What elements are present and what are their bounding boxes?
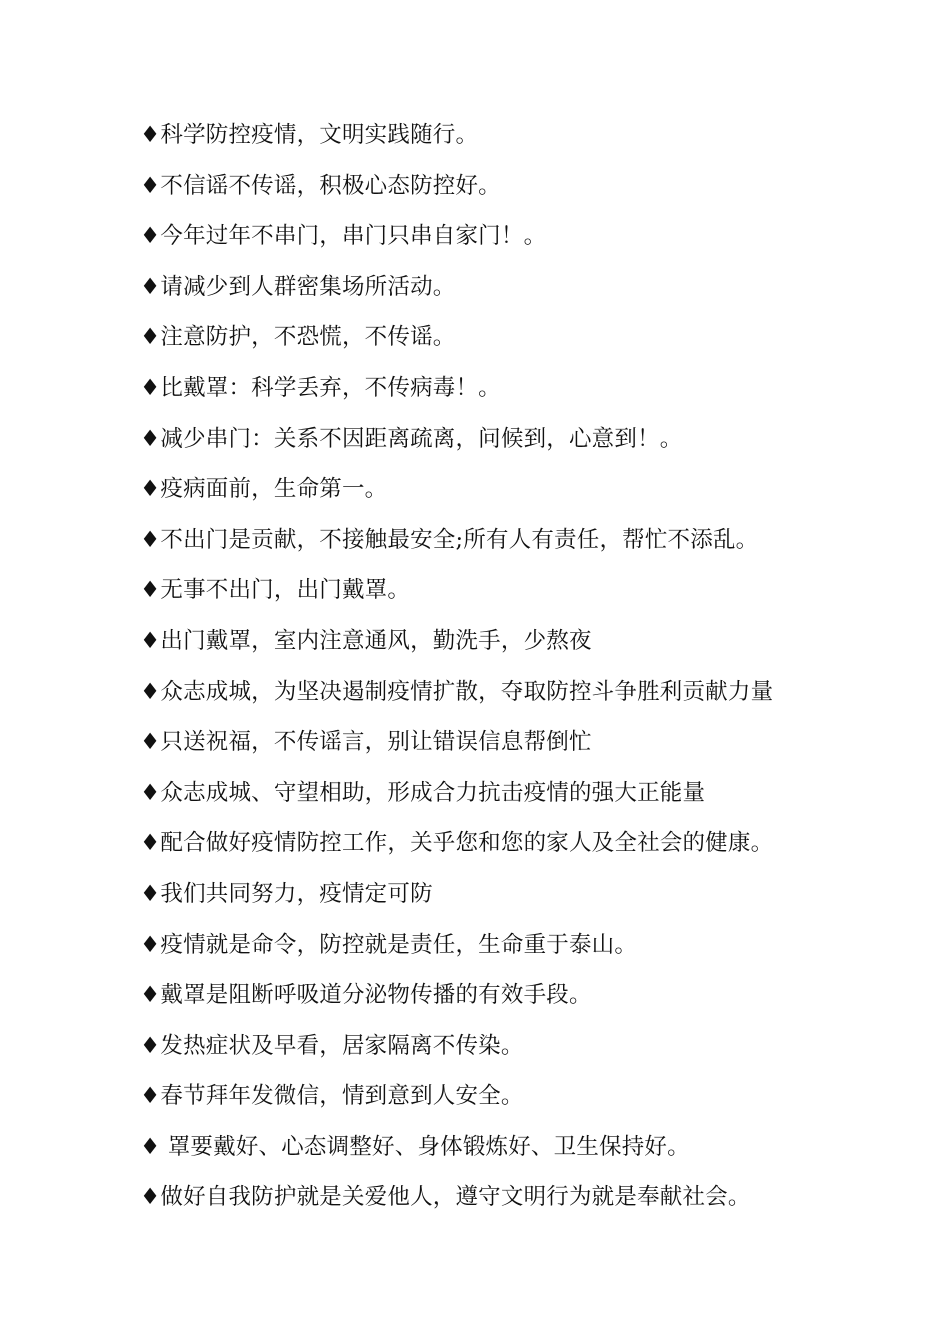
slogan-line: ♦做好自我防护就是关爱他人，遵守文明行为就是奉献社会。 (140, 1184, 751, 1211)
slogan-line: ♦请减少到人群密集场所活动。 (140, 273, 456, 300)
slogan-line: ♦减少串门：关系不因距离疏离，问候到，心意到！。 (140, 425, 683, 452)
slogan-line: ♦众志成城，为坚决遏制疫情扩散，夺取防控斗争胜利贡献力量 (140, 678, 774, 705)
slogan-line: ♦春节拜年发微信，情到意到人安全。 (140, 1083, 524, 1110)
slogan-line: ♦无事不出门，出门戴罩。 (140, 577, 411, 604)
slogan-line: ♦发热症状及早看，居家隔离不传染。 (140, 1032, 524, 1059)
slogan-line: ♦众志成城、守望相助，形成合力抗击疫情的强大正能量 (140, 779, 706, 806)
slogan-line: ♦今年过年不串门，串门只串自家门！。 (140, 223, 547, 250)
slogan-line: ♦戴罩是阻断呼吸道分泌物传播的有效手段。 (140, 982, 592, 1009)
slogan-line: ♦出门戴罩，室内注意通风，勤洗手，少熬夜 (140, 627, 592, 654)
slogan-line: ♦注意防护，不恐慌，不传谣。 (140, 324, 456, 351)
slogan-line: ♦疫病面前，生命第一。 (140, 476, 388, 503)
slogan-line: ♦只送祝福，不传谣言，别让错误信息帮倒忙 (140, 729, 592, 756)
slogan-line: ♦科学防控疫情，文明实践随行。 (140, 122, 479, 148)
slogan-line: ♦我们共同努力，疫情定可防 (140, 880, 433, 907)
slogan-line: ♦疫情就是命令，防控就是责任，生命重于泰山。 (140, 931, 638, 958)
slogan-line: ♦不信谣不传谣，积极心态防控好。 (140, 172, 501, 199)
slogan-line: ♦不出门是贡献，不接触最安全;所有人有责任，帮忙不添乱。 (140, 526, 759, 553)
slogan-list (140, 116, 900, 1229)
slogan-line: ♦配合做好疫情防控工作，关乎您和您的家人及全社会的健康。 (140, 830, 774, 857)
slogan-line: ♦比戴罩：科学丢弃，不传病毒！。 (140, 374, 501, 401)
slogan-line: ♦ 罩要戴好、心态调整好、身体锻炼好、卫生保持好。 (140, 1133, 690, 1160)
